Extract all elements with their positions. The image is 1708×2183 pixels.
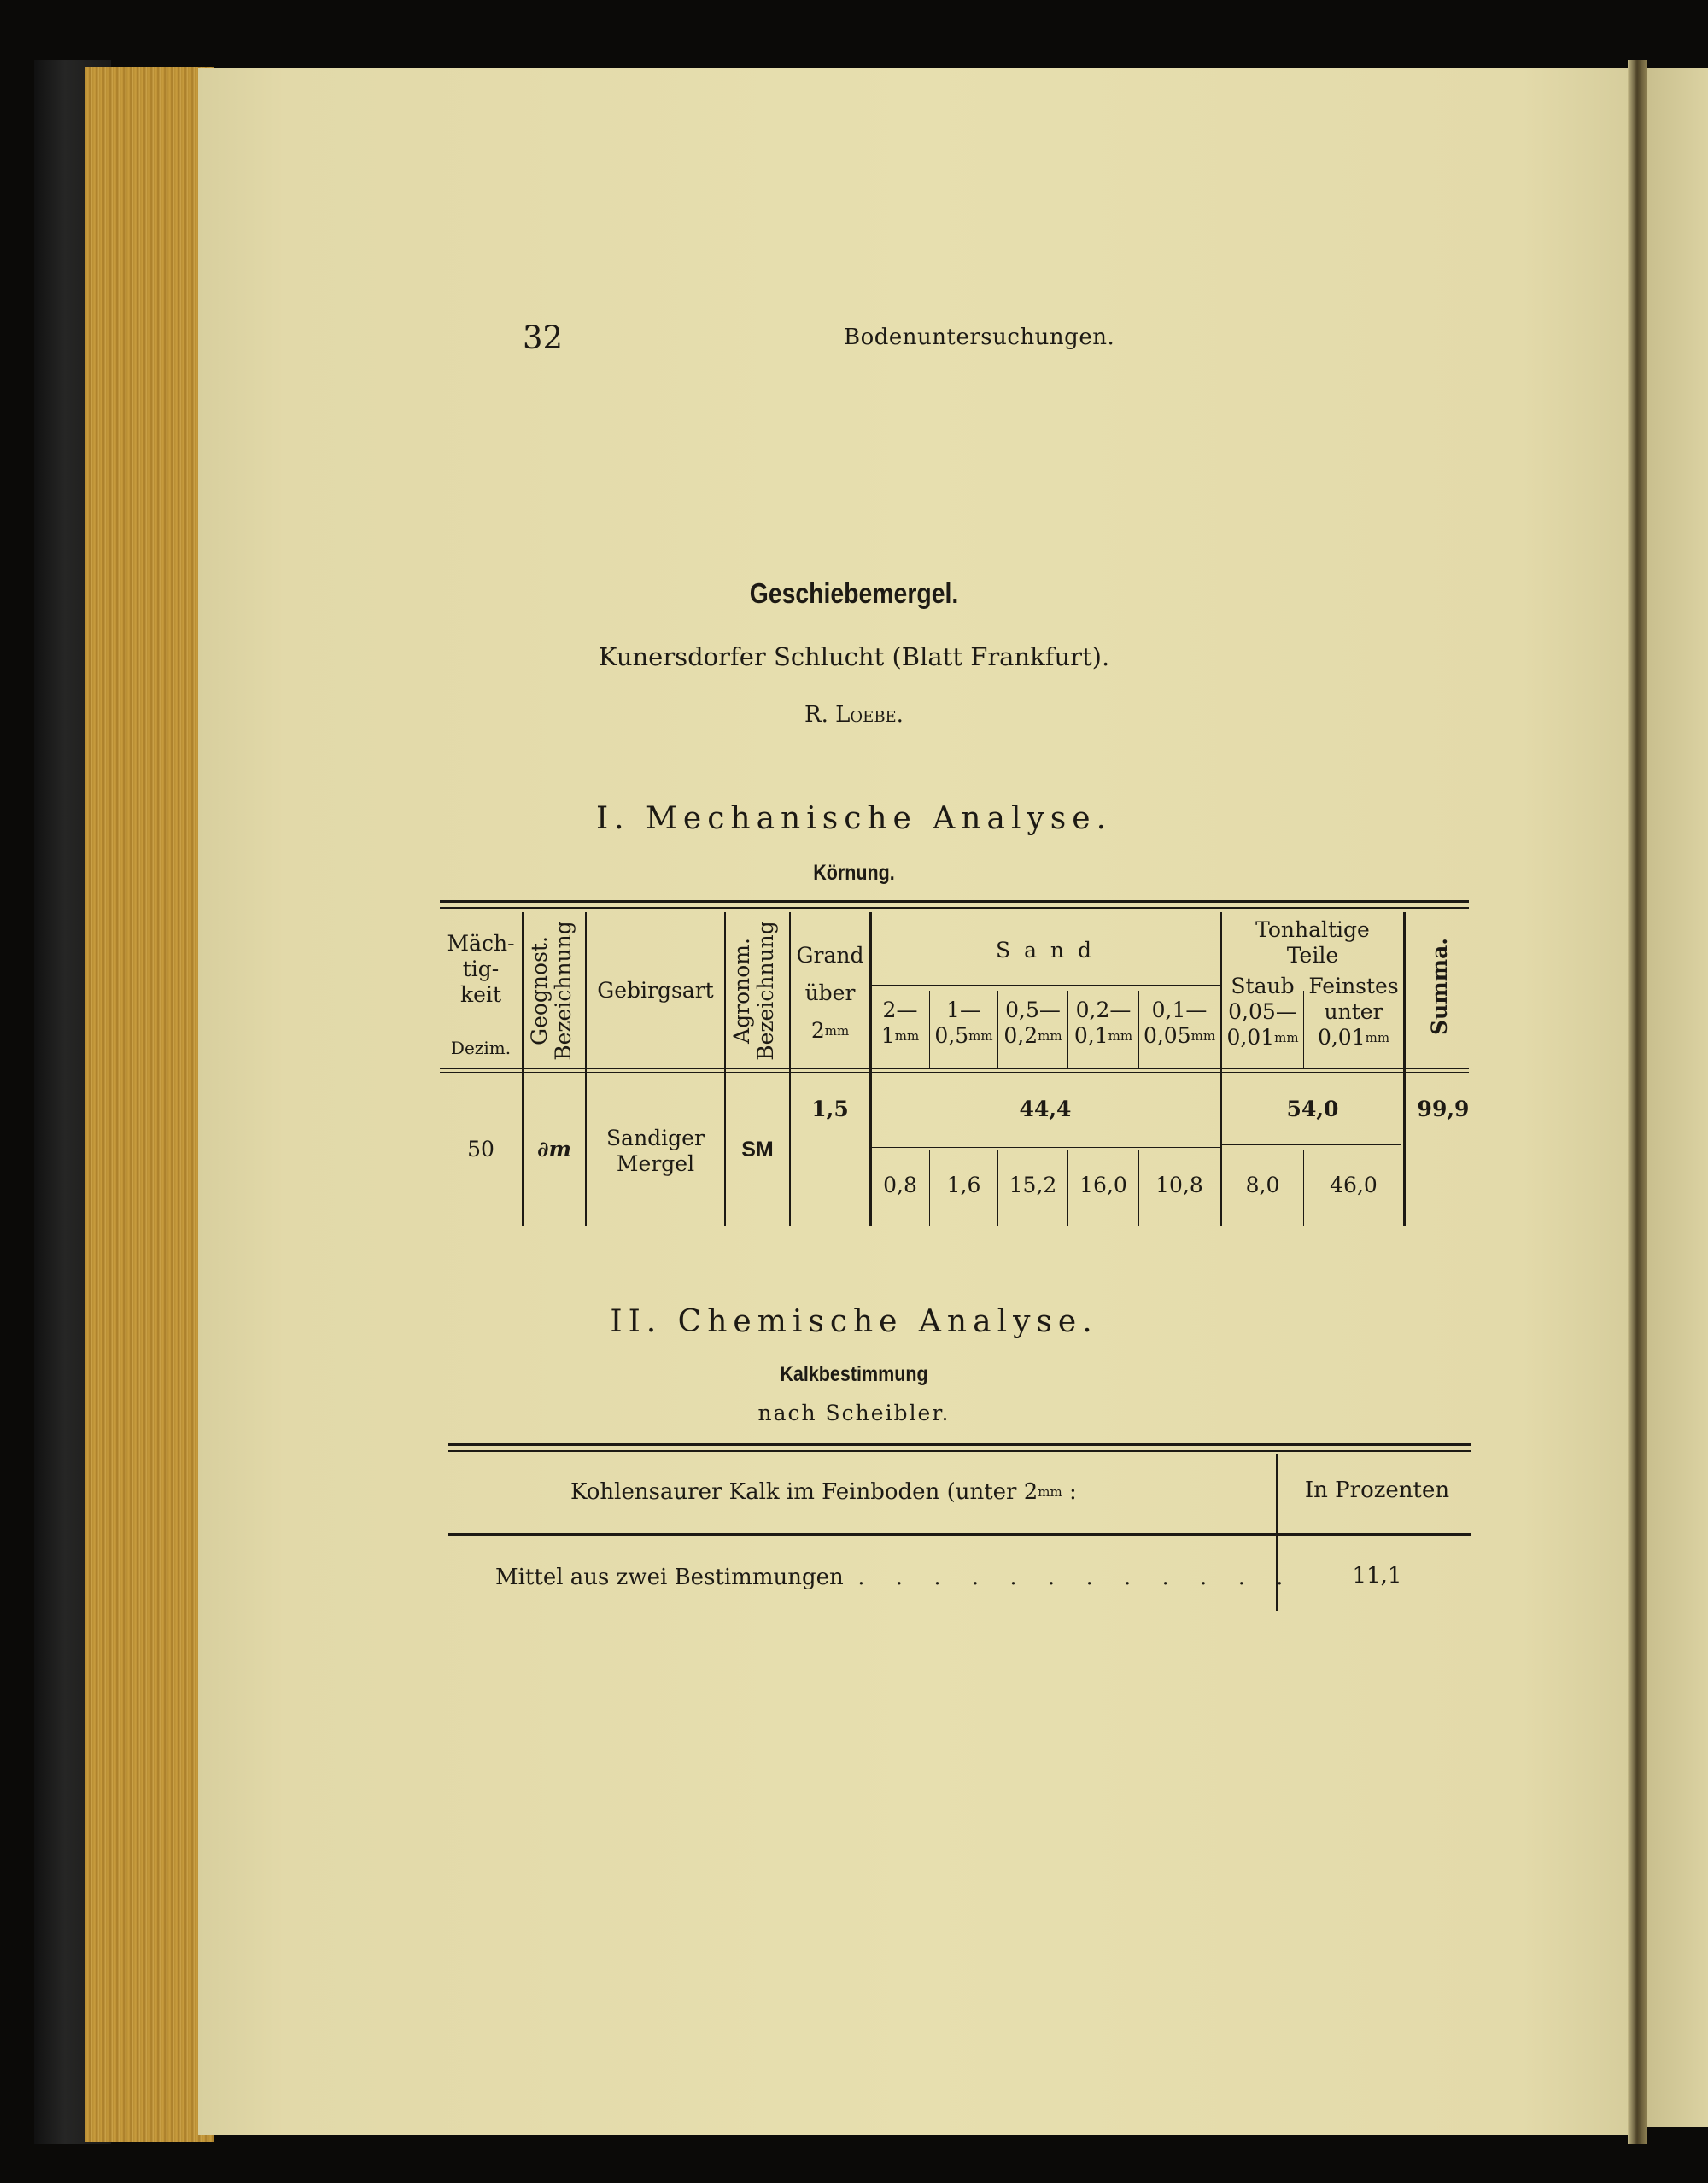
location-line: Kunersdorfer Schlucht (Blatt Frankfurt). [598, 642, 1110, 671]
cell-maechtigkeit: 50 [467, 1137, 494, 1162]
unit-mm: mm [824, 1023, 850, 1039]
header-staub-value: 0,01 [1226, 1025, 1275, 1050]
header-feinstes-line: Feinstes [1308, 974, 1399, 998]
unit-mm: mm [894, 1028, 920, 1044]
unit-mm: mm [1108, 1028, 1133, 1044]
cell-gebirgsart-line: Mergel [616, 1151, 695, 1176]
section-mechanical-title: I. Mechanische Analyse. [595, 801, 1113, 836]
unit-mm: mm [1274, 1030, 1299, 1045]
header-agronom-line: Bezeichnung [753, 921, 778, 1061]
header-grand [791, 937, 869, 1050]
chemical-header-left [570, 1479, 1077, 1505]
table-rule [724, 912, 726, 1226]
cell-feinstes: 46,0 [1330, 1173, 1378, 1197]
article-title: Geschiebemergel. [749, 577, 959, 609]
fraction-bottom [1139, 1023, 1220, 1049]
cell-sand-fraction: 10,8 [1155, 1173, 1203, 1197]
fraction-top: 1— [946, 998, 981, 1022]
section-chemical-method: nach Scheibler. [757, 1401, 951, 1425]
table-rule [448, 1443, 1471, 1446]
table-rule [585, 912, 587, 1226]
header-grand-size [791, 1012, 869, 1050]
header-grand-line: über [804, 980, 856, 1005]
section-chemical-title: II. Chemische Analyse. [610, 1304, 1098, 1339]
header-grand-value: 2 [810, 1018, 825, 1043]
header-tonhaltige-line: Teile [1286, 943, 1339, 968]
fraction-bottom [930, 1023, 997, 1049]
cell-staub: 8,0 [1245, 1173, 1280, 1197]
cell-sand-total: 44,4 [1019, 1097, 1072, 1121]
header-staub-line: 0,05— [1228, 999, 1297, 1024]
cell-grand: 1,5 [811, 1097, 849, 1121]
cell-sand-fraction: 1,6 [946, 1173, 981, 1197]
header-maechtigkeit-line: keit [460, 982, 501, 1007]
table-rule [440, 1068, 1469, 1069]
header-unit-dezim: Dezim. [450, 1038, 512, 1058]
table-rule [440, 907, 1469, 909]
header-agronom-line: Agronom. [729, 938, 754, 1044]
fraction-top: 0,2— [1075, 998, 1132, 1022]
table-rule [440, 1072, 1469, 1073]
table-rule [440, 900, 1469, 903]
chemical-row [495, 1565, 1295, 1590]
unit-mm: mm [1190, 1028, 1216, 1044]
header-maechtigkeit-line: Mäch- [447, 931, 515, 956]
header-feinstes-value: 0,01 [1317, 1025, 1366, 1050]
chemical-header-colon: : [1062, 1479, 1077, 1505]
table-rule [1221, 1144, 1401, 1145]
unit-mm: mm [1365, 1030, 1390, 1045]
chemical-row-leader: . . . . . . . . . . . . [857, 1565, 1296, 1590]
facing-page-edge [1647, 68, 1708, 2127]
fraction-bottom-value: 1 [880, 1023, 895, 1048]
fraction-bottom [998, 1023, 1068, 1049]
fraction-bottom-value: 0,5 [934, 1023, 969, 1048]
table-rule [522, 912, 524, 1226]
table-rule [871, 985, 1221, 986]
header-staub [1222, 974, 1303, 1051]
fraction-bottom-value: 0,05 [1143, 1023, 1191, 1048]
cell-gebirgsart [587, 1126, 724, 1177]
fraction-top: 2— [882, 998, 918, 1022]
table-rule [871, 1147, 1221, 1148]
running-title: Bodenuntersuchungen. [844, 325, 1115, 350]
header-fraction [871, 998, 929, 1049]
header-fraction [1139, 998, 1220, 1049]
fraction-top: 0,5— [1005, 998, 1061, 1022]
section-chemical-subtitle: Kalkbestimmung [780, 1362, 928, 1386]
unit-mm: mm [1038, 1484, 1062, 1500]
cell-agronom: SM [741, 1138, 774, 1162]
header-grand-line: Grand [796, 943, 864, 968]
book-gutter [1628, 60, 1647, 2144]
header-fraction [930, 998, 997, 1049]
author-name: Loebe. [835, 702, 904, 728]
header-fraction [1068, 998, 1138, 1049]
header-fraction [998, 998, 1068, 1049]
header-tonhaltige [1222, 917, 1403, 969]
header-feinstes [1304, 974, 1403, 1051]
header-staub-line: Staub [1231, 974, 1295, 998]
cell-gebirgsart-line: Sandiger [606, 1126, 705, 1150]
section-mechanical-subtitle: Körnung. [813, 861, 895, 885]
page-edges [85, 67, 214, 2142]
chemical-header-text: Kohlensaurer Kalk im Feinboden (unter 2 [570, 1479, 1038, 1505]
header-geognost-line: Geognost. [527, 936, 552, 1045]
fraction-bottom-value: 0,2 [1003, 1023, 1038, 1048]
cell-sand-fraction: 15,2 [1009, 1173, 1057, 1197]
header-geognost [528, 914, 579, 1068]
header-sand: S a n d [996, 938, 1095, 963]
cell-sand-fraction: 16,0 [1079, 1173, 1127, 1197]
chemical-header-right: In Prozenten [1304, 1478, 1450, 1503]
fraction-bottom [1068, 1023, 1138, 1049]
table-rule [448, 1533, 1471, 1536]
header-agronom [730, 914, 781, 1068]
fraction-bottom [871, 1023, 929, 1049]
table-rule [448, 1450, 1471, 1452]
fraction-bottom-value: 0,1 [1073, 1023, 1108, 1048]
header-summa: Summa. [1427, 937, 1452, 1036]
page-number: 32 [523, 319, 564, 356]
chemical-row-value: 11,1 [1352, 1563, 1402, 1589]
cell-sand-fraction: 0,8 [883, 1173, 917, 1197]
fraction-top: 0,1— [1151, 998, 1208, 1022]
header-gebirgsart: Gebirgsart [597, 978, 714, 1003]
author-line [0, 702, 1708, 728]
header-maechtigkeit-line: tig- [462, 957, 500, 981]
header-tonhaltige-line: Tonhaltige [1255, 917, 1370, 942]
cell-ton-total: 54,0 [1286, 1097, 1339, 1121]
chemical-row-label: Mittel aus zwei Bestimmungen [495, 1565, 844, 1590]
cell-summa: 99,9 [1417, 1097, 1470, 1121]
header-feinstes-line: unter [1324, 999, 1383, 1024]
unit-mm: mm [1038, 1028, 1062, 1044]
author-initial: R. [804, 702, 828, 728]
header-feinstes-size [1304, 1025, 1403, 1051]
unit-mm: mm [968, 1028, 993, 1044]
cell-geognost: ∂m [537, 1137, 571, 1162]
header-geognost-line: Bezeichnung [551, 921, 576, 1061]
header-maechtigkeit [440, 931, 522, 1008]
header-staub-size [1222, 1025, 1303, 1051]
table-rule [1403, 912, 1406, 1226]
